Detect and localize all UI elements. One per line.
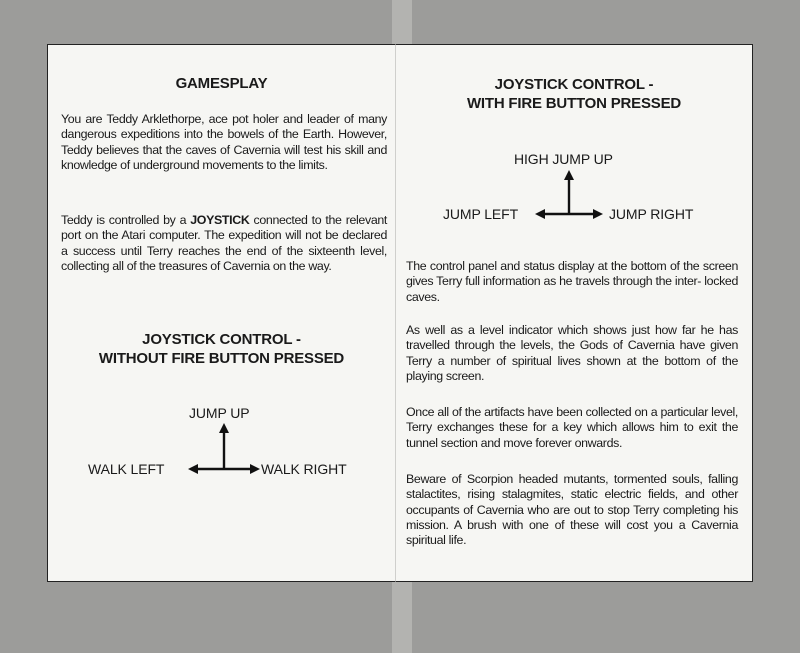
joystick-paragraph-end: connected to the relevant port on the Atari computer. The expedition will not be declared a success until Terry reaches the end of the sixteenth level, collecting all of the treasures of Cavernia on the way. [61, 213, 387, 273]
joystick-keyword: JOYSTICK [190, 213, 250, 227]
right-arrow-icon [250, 464, 260, 474]
walk-left-label: WALK LEFT [88, 461, 165, 477]
joystick-paragraph [61, 213, 387, 274]
intro-paragraph: You are Teddy Arklethorpe, ace pot holer and leader of many dangerous expeditions into the bowels of the Earth. However, Teddy believes that the caves of Cavernia will test his skill and knowledge of underground movements to the limits. [61, 112, 387, 172]
level-indicator-paragraph: As well as a level indicator which shows just how far he has travelled through the levels, the Gods of Cavernia have given Terry a number of spiritual lives shown at the bottom of the playing screen. [406, 323, 738, 383]
jump-left-label: JUMP LEFT [443, 206, 519, 222]
left-arrow-icon [188, 464, 198, 474]
joystick-arrows-no-fire [188, 423, 260, 475]
walk-right-label: WALK RIGHT [261, 461, 347, 477]
joystick-fire-title-line2: WITH FIRE BUTTON PRESSED [466, 95, 682, 112]
right-arrow-icon [593, 209, 603, 219]
dangers-paragraph: Beware of Scorpion headed mutants, tormented souls, falling stalactites, rising stalagmites, static electric fields, and other occupants of Cavernia who are out to stop Terry completing his mission. A brush with one of these will cost you a Cavernia spiritual life. [406, 472, 738, 548]
artifacts-paragraph: Once all of the artifacts have been collected on a particular level, Terry exchanges these for a key which allows him to exit the tunnel section and move forever onwards. [406, 405, 738, 450]
left-arrow-icon [535, 209, 545, 219]
joystick-fire-title-line1: JOYSTICK CONTROL - [494, 76, 654, 93]
up-arrow-icon [219, 423, 229, 433]
joystick-arrows-fire [535, 170, 603, 220]
gamesplay-heading: GAMESPLAY [175, 75, 268, 92]
up-arrow-icon [564, 170, 574, 180]
joystick-no-fire-title-line2: WITHOUT FIRE BUTTON PRESSED [98, 350, 345, 367]
control-panel-paragraph: The control panel and status display at the bottom of the screen gives Terry full information as he travels through the inter- locked caves. [406, 259, 738, 304]
jump-up-label: JUMP UP [189, 405, 250, 421]
jump-right-label: JUMP RIGHT [609, 206, 694, 222]
right-page [395, 44, 753, 582]
joystick-no-fire-title-line1: JOYSTICK CONTROL - [142, 331, 301, 348]
high-jump-up-label: HIGH JUMP UP [514, 151, 613, 167]
joystick-paragraph-start: Teddy is controlled by a [61, 213, 191, 227]
left-page [47, 44, 395, 582]
